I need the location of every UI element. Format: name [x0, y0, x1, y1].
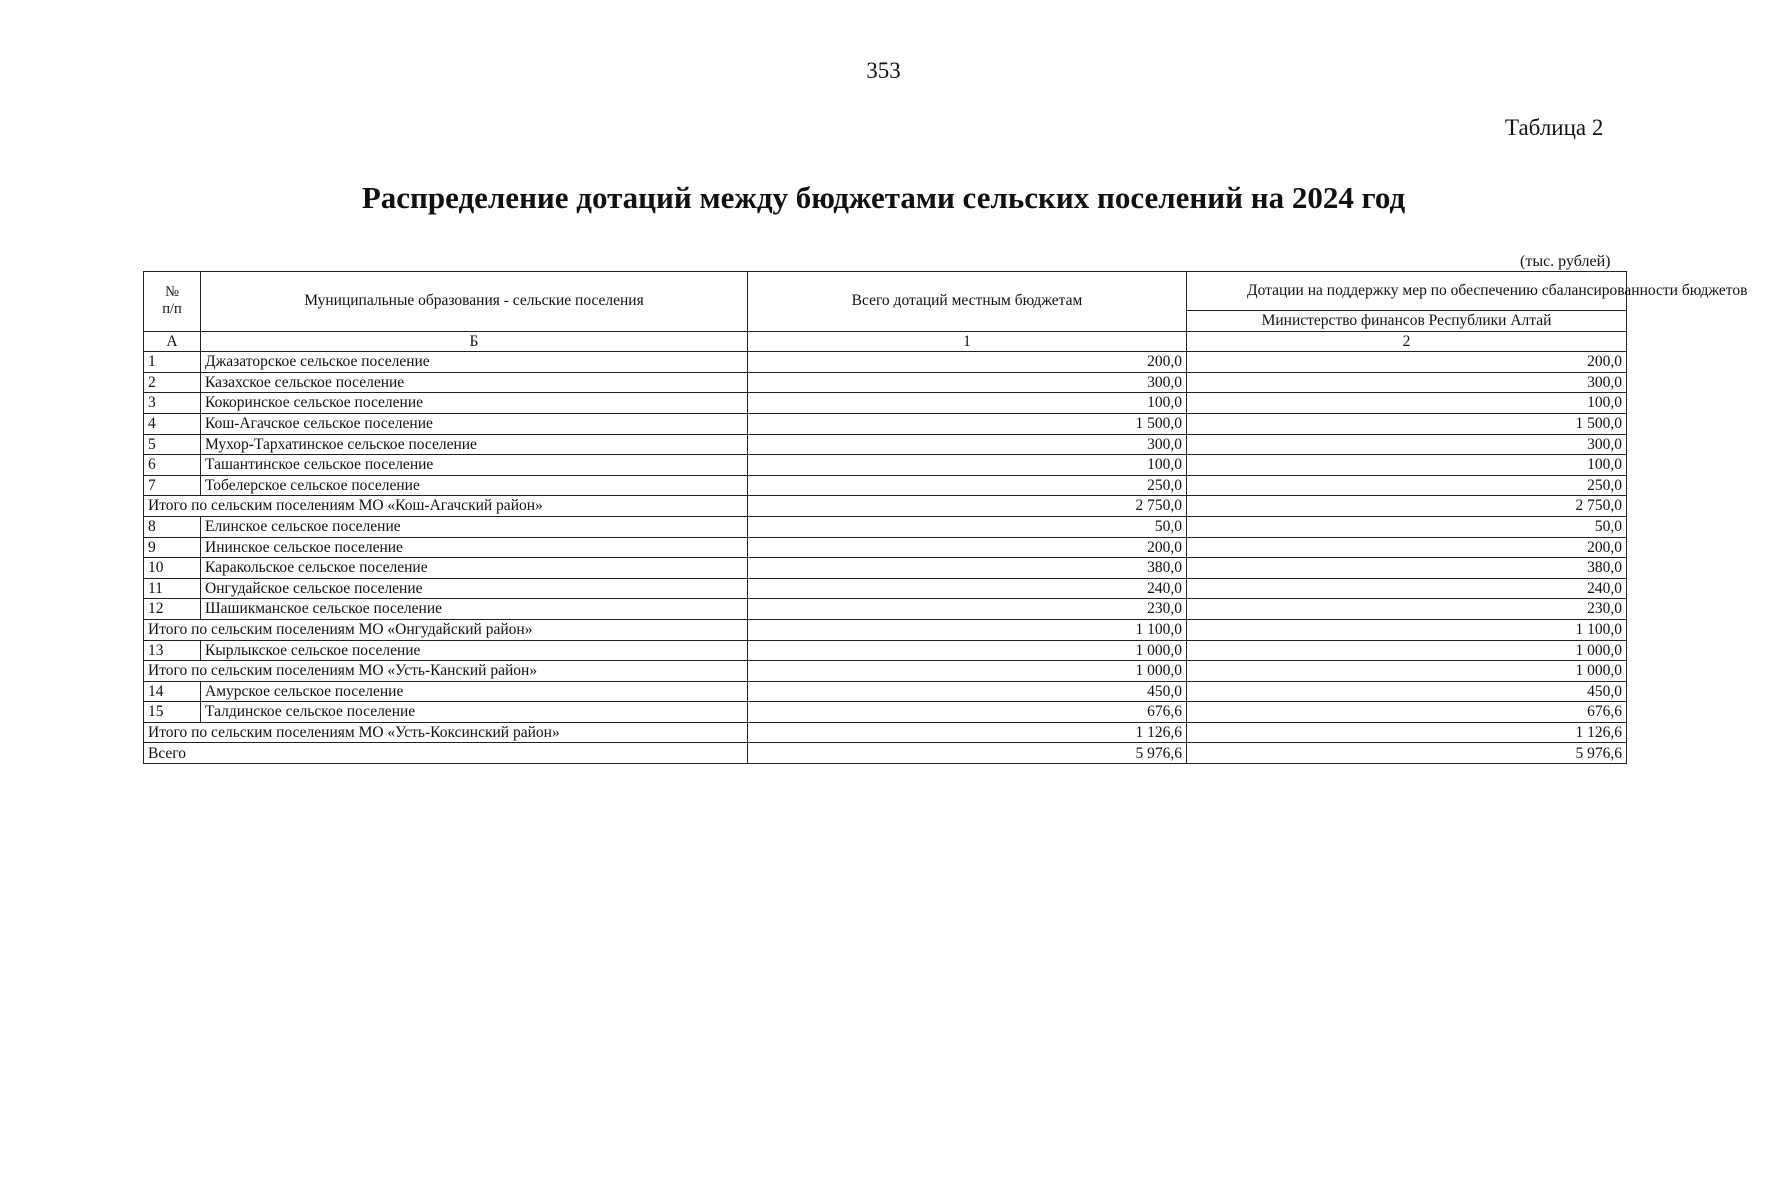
- row-number: 10: [144, 558, 201, 579]
- table-row: [144, 599, 1627, 620]
- table-row: [144, 702, 1627, 723]
- subtotal-row: [144, 722, 1627, 743]
- column-letters-row: [144, 331, 1627, 352]
- header-ministry: Министерство финансов Республики Алтай: [1187, 311, 1627, 332]
- row-number: 3: [144, 393, 201, 414]
- row-total: 240,0: [748, 578, 1187, 599]
- column-letter: Б: [201, 331, 748, 352]
- table-row: [144, 537, 1627, 558]
- row-total: 2 750,0: [748, 496, 1187, 517]
- table-row: [144, 393, 1627, 414]
- row-grant: 450,0: [1187, 681, 1627, 702]
- subtotal-row: [144, 619, 1627, 640]
- row-total: 5 976,6: [748, 743, 1187, 764]
- row-total: 450,0: [748, 681, 1187, 702]
- row-municipality: Кокоринское сельское поселение: [201, 393, 748, 414]
- row-total: 50,0: [748, 516, 1187, 537]
- row-number: 1: [144, 352, 201, 373]
- row-total: 300,0: [748, 372, 1187, 393]
- header-municipality: Муниципальные образования - сельские поселения: [201, 272, 748, 332]
- row-grant: 230,0: [1187, 599, 1627, 620]
- subtotal-label: Итого по сельским поселениям МО «Усть-Канский район»: [144, 661, 748, 682]
- page-number: 353: [866, 58, 901, 83]
- row-grant: 100,0: [1187, 393, 1627, 414]
- row-grant: 240,0: [1187, 578, 1627, 599]
- row-grant: 2 750,0: [1187, 496, 1627, 517]
- row-grant: 100,0: [1187, 455, 1627, 476]
- row-municipality: Кырлыкское сельское поселение: [201, 640, 748, 661]
- table-row: [144, 640, 1627, 661]
- row-number: 6: [144, 455, 201, 476]
- table-row: [144, 352, 1627, 373]
- row-municipality: Талдинское сельское поселение: [201, 702, 748, 723]
- column-letter: 2: [1187, 331, 1627, 352]
- row-total: 100,0: [748, 393, 1187, 414]
- row-municipality: Амурское сельское поселение: [201, 681, 748, 702]
- table-row: [144, 681, 1627, 702]
- table-caption: Таблица 2: [1505, 115, 1604, 140]
- table-row: [144, 558, 1627, 579]
- row-total: 676,6: [748, 702, 1187, 723]
- row-total: 230,0: [748, 599, 1187, 620]
- document-title: Распределение дотаций между бюджетами сельских поселений на 2024 год: [361, 180, 1406, 215]
- row-total: 1 000,0: [748, 661, 1187, 682]
- subtotal-row: [144, 743, 1627, 764]
- row-total: 200,0: [748, 537, 1187, 558]
- row-total: 300,0: [748, 434, 1187, 455]
- column-letter: 1: [748, 331, 1187, 352]
- row-grant: 50,0: [1187, 516, 1627, 537]
- row-number: 12: [144, 599, 201, 620]
- row-municipality: Кош-Агачское сельское поселение: [201, 413, 748, 434]
- row-grant: 200,0: [1187, 352, 1627, 373]
- row-municipality: Джазаторское сельское поселение: [201, 352, 748, 373]
- row-grant: 1 100,0: [1187, 619, 1627, 640]
- row-grant: 200,0: [1187, 537, 1627, 558]
- subtotal-row: [144, 661, 1627, 682]
- row-total: 250,0: [748, 475, 1187, 496]
- row-municipality: Казахское сельское поселение: [201, 372, 748, 393]
- row-total: 1 126,6: [748, 722, 1187, 743]
- table-row: [144, 372, 1627, 393]
- subtotal-label: Итого по сельским поселениям МО «Онгудайский район»: [144, 619, 748, 640]
- header-grant-group: Дотации на поддержку мер по обеспечению сбалансированности бюджетов: [1187, 272, 1627, 311]
- row-number: 8: [144, 516, 201, 537]
- row-municipality: Шашикманское сельское поселение: [201, 599, 748, 620]
- header-num: № п/п: [144, 272, 201, 332]
- row-number: 11: [144, 578, 201, 599]
- row-total: 200,0: [748, 352, 1187, 373]
- row-total: 380,0: [748, 558, 1187, 579]
- row-total: 1 100,0: [748, 619, 1187, 640]
- row-grant: 1 000,0: [1187, 640, 1627, 661]
- row-municipality: Мухор-Тархатинское сельское поселение: [201, 434, 748, 455]
- row-grant: 5 976,6: [1187, 743, 1627, 764]
- header-total: Всего дотаций местным бюджетам: [748, 272, 1187, 332]
- row-number: 2: [144, 372, 201, 393]
- row-grant: 676,6: [1187, 702, 1627, 723]
- row-number: 5: [144, 434, 201, 455]
- row-number: 4: [144, 413, 201, 434]
- row-municipality: Ининское сельское поселение: [201, 537, 748, 558]
- table-row: [144, 413, 1627, 434]
- subsidy-table: [143, 271, 1748, 764]
- row-grant: 250,0: [1187, 475, 1627, 496]
- column-letter: А: [144, 331, 201, 352]
- row-grant: 1 126,6: [1187, 722, 1627, 743]
- row-number: 7: [144, 475, 201, 496]
- row-total: 1 000,0: [748, 640, 1187, 661]
- subtotal-label: Итого по сельским поселениям МО «Кош-Агачский район»: [144, 496, 748, 517]
- table-row: [144, 475, 1627, 496]
- subtotal-row: [144, 496, 1627, 517]
- row-municipality: Онгудайское сельское поселение: [201, 578, 748, 599]
- row-municipality: Ташантинское сельское поселение: [201, 455, 748, 476]
- row-municipality: Каракольское сельское поселение: [201, 558, 748, 579]
- row-number: 13: [144, 640, 201, 661]
- row-total: 1 500,0: [748, 413, 1187, 434]
- subtotal-label: Всего: [144, 743, 748, 764]
- row-number: 15: [144, 702, 201, 723]
- row-number: 9: [144, 537, 201, 558]
- row-grant: 380,0: [1187, 558, 1627, 579]
- table-row: [144, 516, 1627, 537]
- row-grant: 300,0: [1187, 434, 1627, 455]
- units-note: (тыс. рублей): [1520, 253, 1611, 270]
- row-municipality: Елинское сельское поселение: [201, 516, 748, 537]
- row-grant: 300,0: [1187, 372, 1627, 393]
- header-row: [144, 272, 1627, 311]
- table-row: [144, 455, 1627, 476]
- table-row: [144, 578, 1627, 599]
- row-grant: 1 500,0: [1187, 413, 1627, 434]
- row-total: 100,0: [748, 455, 1187, 476]
- subtotal-label: Итого по сельским поселениям МО «Усть-Коксинский район»: [144, 722, 748, 743]
- row-number: 14: [144, 681, 201, 702]
- table-row: [144, 434, 1627, 455]
- row-municipality: Тобелерское сельское поселение: [201, 475, 748, 496]
- row-grant: 1 000,0: [1187, 661, 1627, 682]
